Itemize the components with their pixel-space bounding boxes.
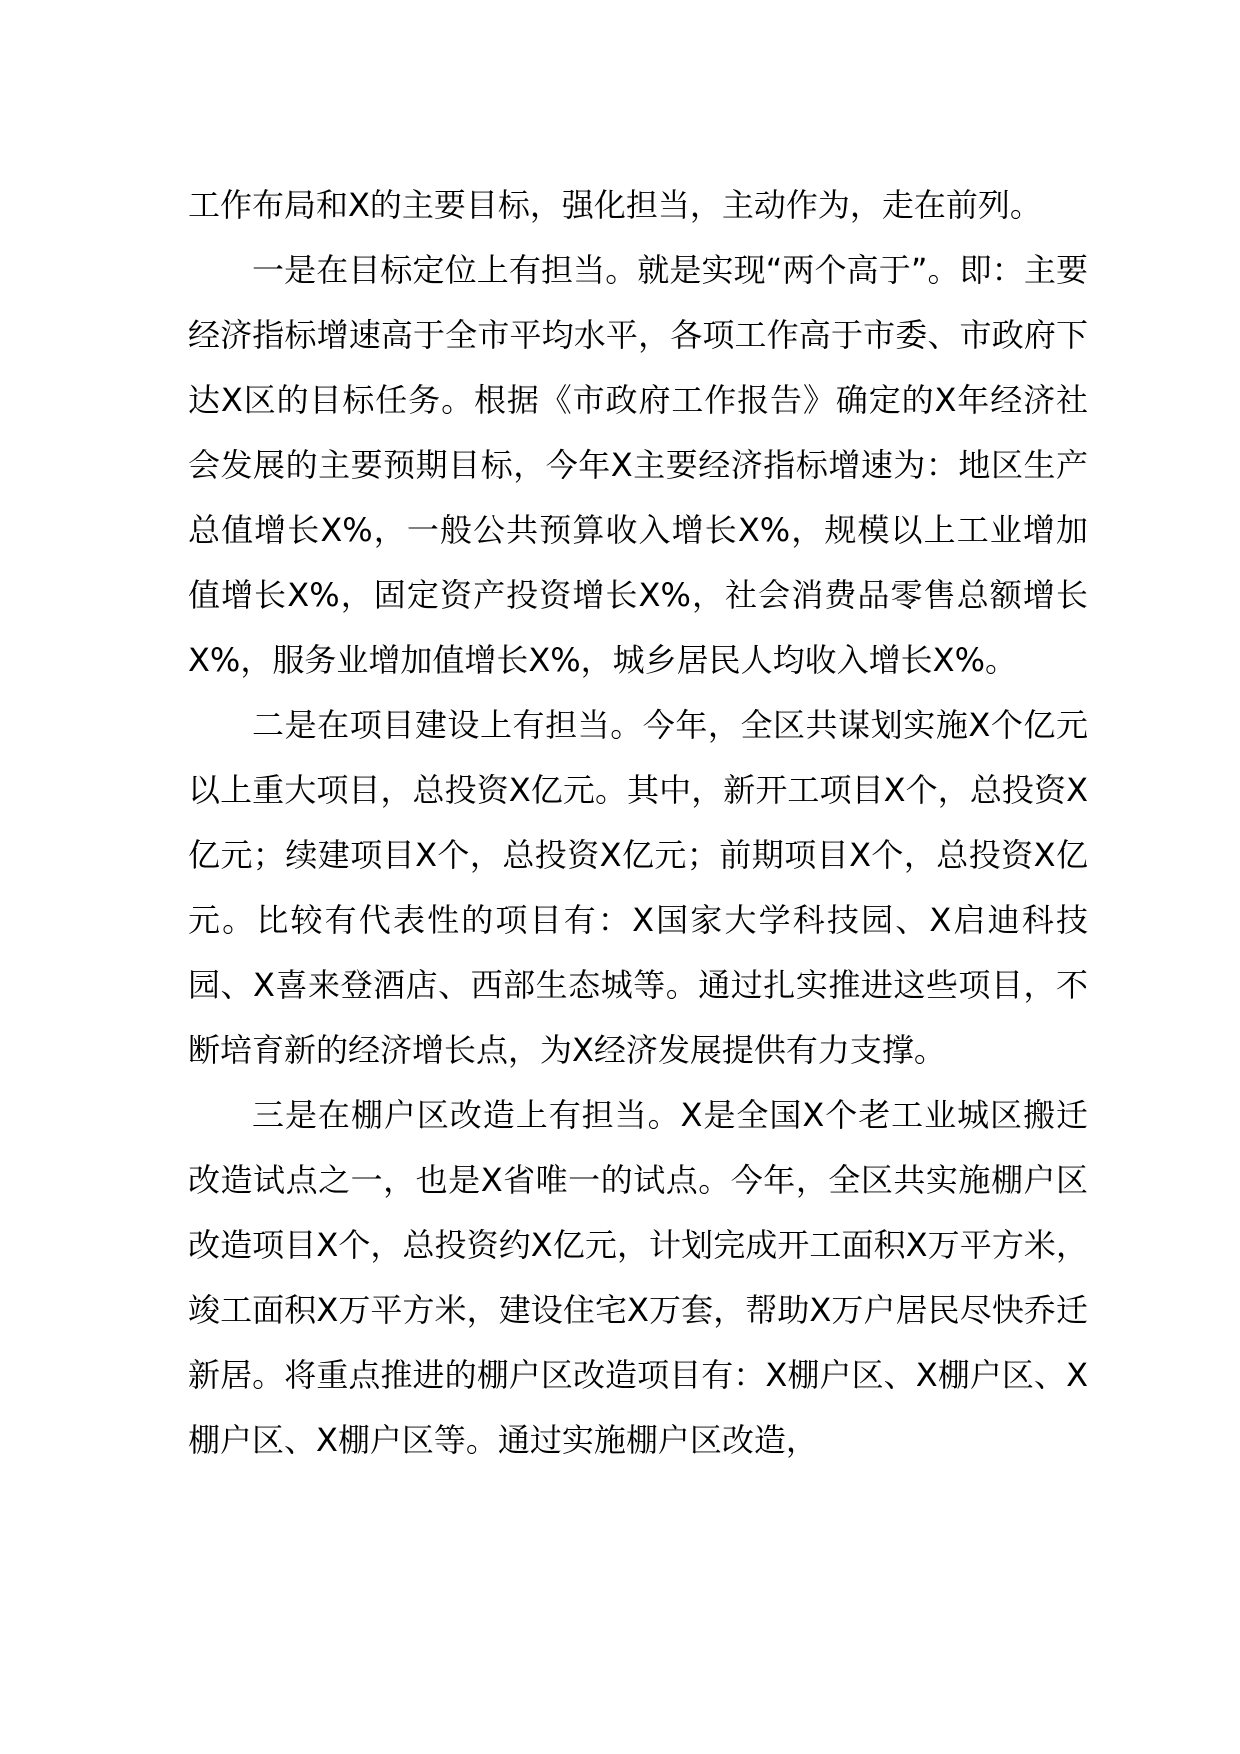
- paragraph-shantytown-renovation: 三是在棚户区改造上有担当。X是全国X个老工业城区搬迁改造试点之一，也是X省唯一的试点。今年，全区共实施棚户区改造项目X个，总投资约X亿元，计划完成开工面积X万平方米，竣工面积X万平方米，建设住宅X万套，帮助X万户居民尽快乔迁新居。将重点推进的棚户区改造项目有：X棚户区、X棚户区、X棚户区、X棚户区等。通过实施棚户区改造，: [188, 1096, 1088, 1459]
- paragraph-project-construction: 二是在项目建设上有担当。今年，全区共谋划实施X个亿元以上重大项目，总投资X亿元。其中，新开工项目X个，总投资X亿元；续建项目X个，总投资X亿元；前期项目X个，总投资X亿元。比较有代表性的项目有：X国家大学科技园、X启迪科技园、X喜来登酒店、西部生态城等。通过扎实推进这些项目，不断培育新的经济增长点，为X经济发展提供有力支撑。: [188, 706, 1088, 1069]
- paragraph-continuation: 工作布局和X的主要目标，强化担当，主动作为，走在前列。: [188, 186, 1042, 224]
- document-body: [188, 173, 1088, 1473]
- paragraph-goal-positioning: 一是在目标定位上有担当。就是实现“两个高于”。即：主要经济指标增速高于全市平均水平，各项工作高于市委、市政府下达X区的目标任务。根据《市政府工作报告》确定的X年经济社会发展的主要预期目标，今年X主要经济指标增速为：地区生产总值增长X%，一般公共预算收入增长X%，规模以上工业增加值增长X%，固定资产投资增长X%，社会消费品零售总额增长X%，服务业增加值增长X%，城乡居民人均收入增长X%。: [188, 251, 1088, 679]
